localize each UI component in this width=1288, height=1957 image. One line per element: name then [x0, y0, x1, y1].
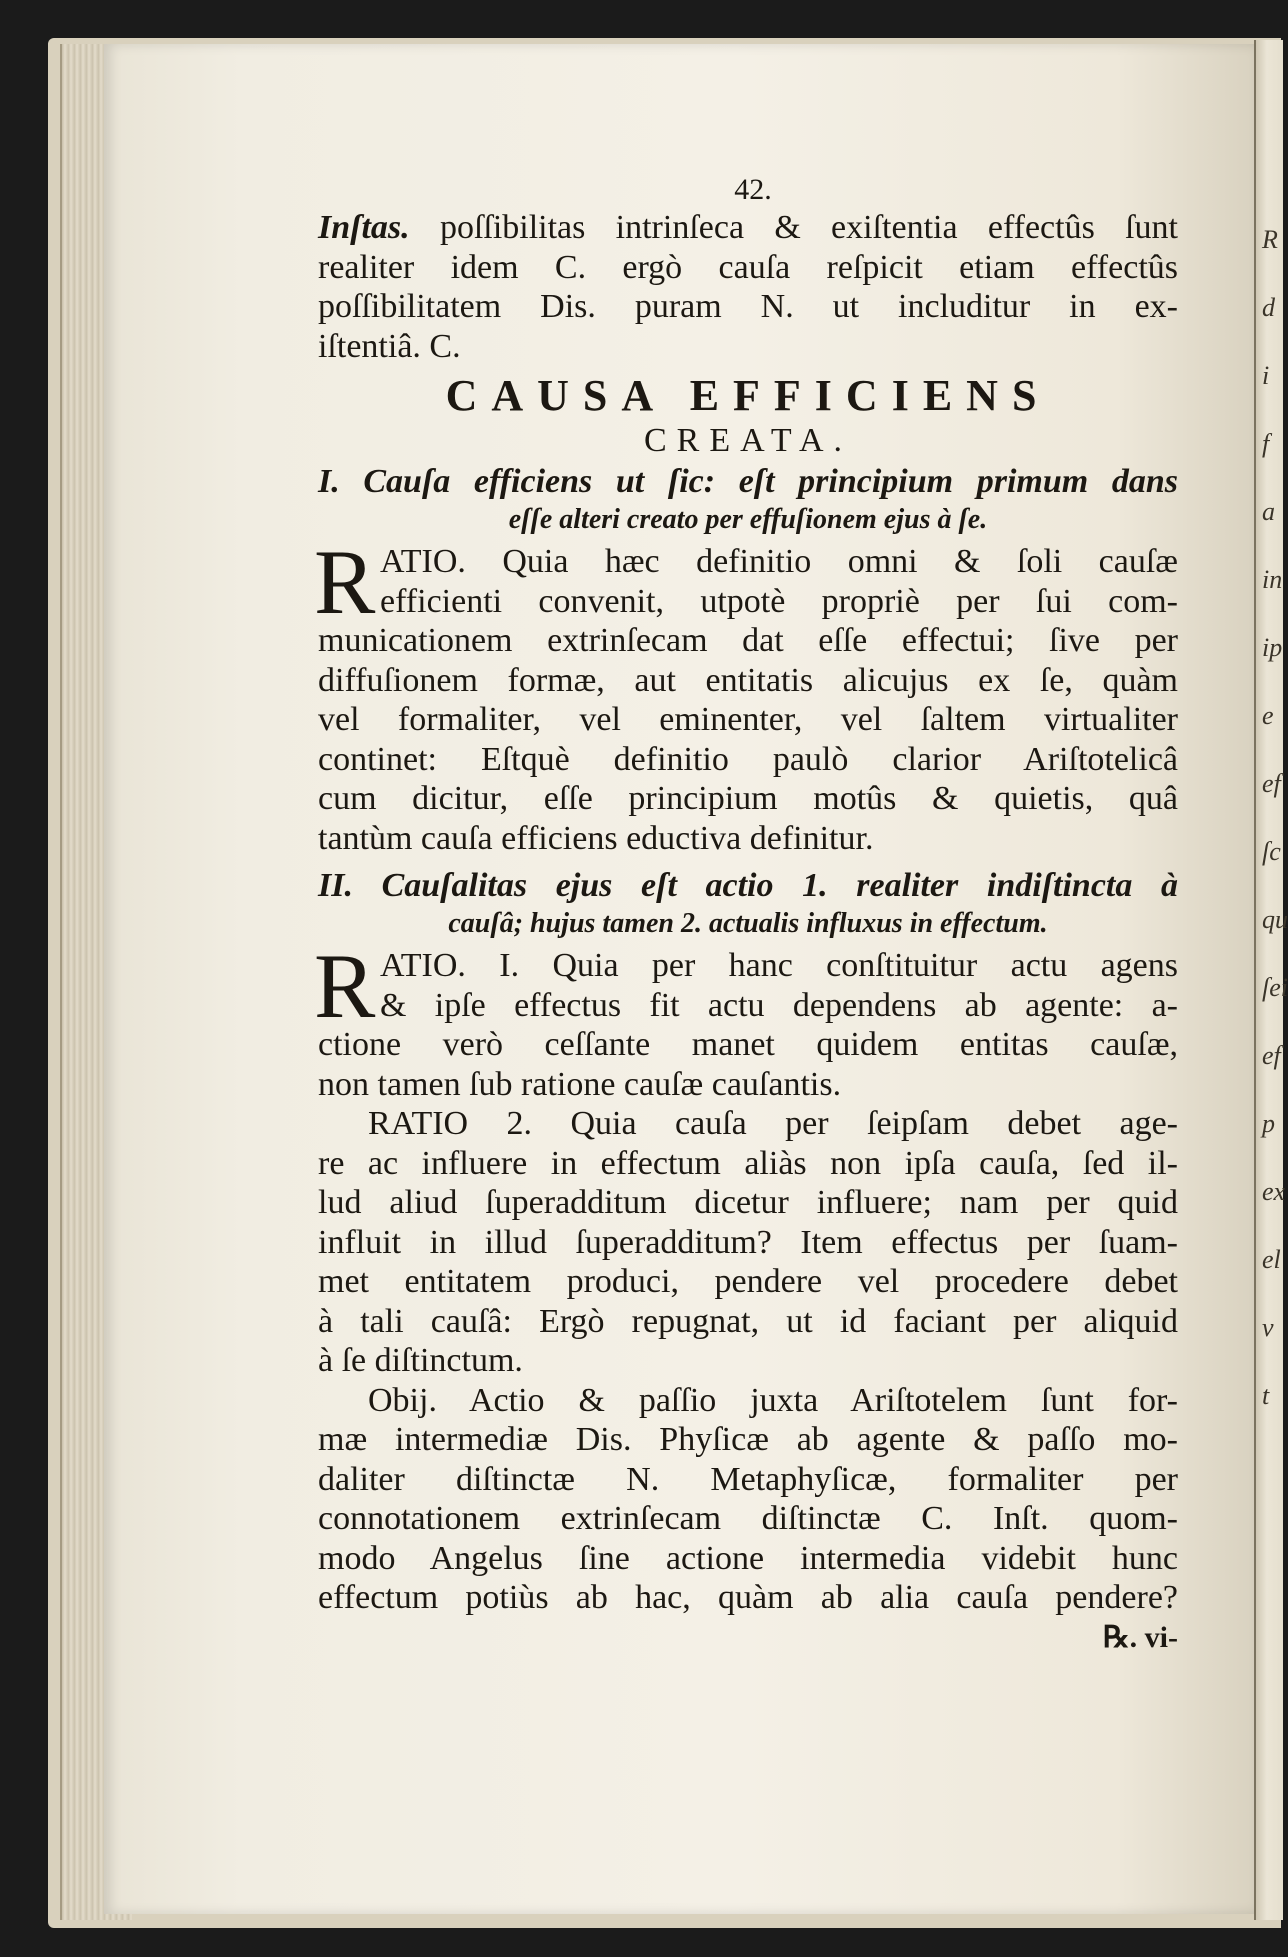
text-line: diffuſionem formæ, aut entitatis alicujus ex ſe, quàm — [318, 661, 1178, 699]
page-text — [314, 172, 1179, 1658]
text-line: iſtentiâ. C. — [318, 327, 461, 365]
thesis-2-line1: II. Cauſalitas ejus eſt actio 1. realiter indiſtincta à — [318, 867, 1178, 904]
drop-cap: R — [314, 531, 376, 633]
text-line: ATIO. I. Quia per hanc conſtituitur actu agens — [380, 947, 1178, 984]
catchword: ℞. vi- — [1102, 1620, 1178, 1654]
text-line: tantùm cauſa efficiens eductiva definitur. — [318, 819, 874, 857]
drop-cap: R — [314, 935, 376, 1037]
page-number: 42. — [734, 173, 772, 206]
text-line: continet: Eſtquè definitio paulò clarior Ariſtotelicâ — [318, 740, 1178, 778]
facing-fragment: d — [1262, 293, 1275, 322]
text-line: efficienti convenit, utpotè propriè per ſui com- — [380, 582, 1178, 620]
section-heading: CAUSA EFFICIENS — [445, 371, 1051, 420]
facing-fragment: qu — [1262, 905, 1288, 934]
text-line: met entitatem produci, pendere vel procedere debet — [318, 1263, 1178, 1300]
facing-fragment: ex — [1262, 1177, 1286, 1206]
thesis-1-line1: I. Cauſa efficiens ut ſic: eſt principium primum dans — [318, 463, 1178, 500]
facing-fragment: t — [1262, 1381, 1270, 1410]
ratio-paragraph-1 — [314, 531, 1178, 858]
ratio-paragraph-2 — [314, 935, 1178, 1104]
text-line: daliter diſtinctæ N. Metaphyſicæ, formaliter per — [318, 1460, 1178, 1498]
facing-fragment: in — [1262, 565, 1283, 594]
facing-fragment: e — [1262, 701, 1274, 730]
text-line: realiter idem C. ergò cauſa reſpicit etiam effectûs — [318, 248, 1178, 286]
instas-label: Inſtas. — [318, 209, 410, 246]
text-line: municationem extrinſecam dat eſſe effectui; ſive per — [318, 622, 1178, 659]
text-line: ATIO. Quia hæc definitio omni & ſoli cauſæ — [380, 543, 1178, 580]
text-line: ctione verò ceſſante manet quidem entitas cauſæ, — [318, 1026, 1178, 1063]
text-line: connotationem extrinſecam diſtinctæ C. Inſt. quom- — [318, 1500, 1178, 1537]
text-line: effectum potiùs ab hac, quàm ab alia cauſa pendere? — [318, 1579, 1178, 1616]
facing-fragment: ip — [1262, 633, 1283, 662]
facing-fragment: a — [1262, 497, 1275, 526]
text-line: modo Angelus ſine actione intermedia videbit hunc — [318, 1539, 1178, 1577]
text-line: cum dicitur, eſſe principium motûs & quietis, quâ — [318, 780, 1178, 817]
text-line: vel formaliter, vel eminenter, vel ſaltem virtualiter — [318, 701, 1178, 738]
text-line: à tali cauſâ: Ergò repugnat, ut id faciant per aliquid — [318, 1302, 1178, 1340]
thesis-1-line2: eſſe alteri creato per effuſionem ejus à ſe. — [508, 504, 988, 535]
text-line: re ac influere in effectum aliàs non ipſa cauſa, ſed il- — [318, 1144, 1178, 1182]
text-line: lud aliud ſuperadditum dicetur influere; nam per quid — [318, 1184, 1178, 1221]
opening-line — [318, 208, 1178, 248]
facing-fragment: R — [1262, 225, 1278, 254]
section-subheading: CREATA. — [643, 422, 852, 459]
facing-fragment: el — [1262, 1245, 1281, 1274]
facing-fragment: i — [1262, 361, 1270, 390]
text-line: influit in illud ſuperadditum? Item effectus per ſuam- — [318, 1223, 1178, 1261]
opening-text: poſſibilitas intrinſeca & exiſtentia effectûs ſunt — [439, 209, 1179, 246]
objection-line: Obij. Actio & paſſio juxta Ariſtotelem ſunt for- — [368, 1381, 1178, 1419]
thesis-2-line2: cauſâ; hujus tamen 2. actualis influxus in effectum. — [448, 908, 1048, 939]
facing-fragment: v — [1262, 1313, 1274, 1342]
text-line: poſſibilitatem Dis. puram N. ut includitur in ex- — [318, 288, 1178, 325]
facing-fragment: ſc — [1262, 837, 1281, 866]
text-line: & ipſe effectus fit actu dependens ab agente: a- — [380, 986, 1178, 1024]
facing-fragment: f — [1262, 429, 1270, 458]
facing-fragment: ſei — [1262, 973, 1288, 1002]
facing-fragment: ef — [1262, 1041, 1281, 1070]
text-line: RATIO 2. Quia cauſa per ſeipſam debet age- — [368, 1105, 1178, 1142]
facing-fragment: p — [1262, 1109, 1275, 1138]
facing-fragment: ef — [1262, 769, 1281, 798]
text-line: non tamen ſub ratione cauſæ cauſantis. — [318, 1065, 842, 1103]
text-line: mæ intermediæ Dis. Phyſicæ ab agente & paſſo mo- — [318, 1421, 1178, 1458]
text-line: à ſe diſtinctum. — [318, 1342, 523, 1379]
